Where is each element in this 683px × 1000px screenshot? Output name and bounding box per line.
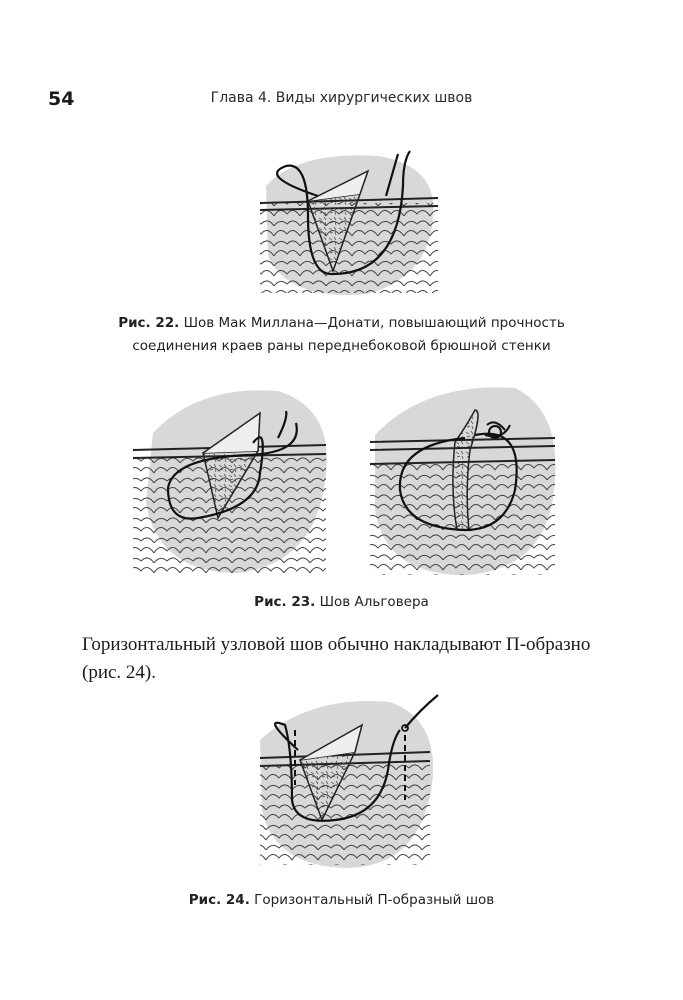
figure-24-caption-text: Горизонтальный П-образный шов (254, 892, 495, 908)
page-number: 54 (48, 88, 75, 110)
figure-23-caption-text: Шов Альговера (319, 594, 429, 610)
figure-22-caption-line1: Шов Мак Миллана—Донати, повышающий прочность (183, 315, 565, 331)
running-head: Глава 4. Виды хирургических швов (210, 90, 473, 106)
figure-23-right-illustration (365, 380, 560, 580)
figure-24-label: Рис. 24. (188, 892, 250, 908)
figure-23-caption (40, 591, 643, 614)
figure-23-label: Рис. 23. (254, 594, 316, 610)
figure-22-caption (40, 312, 643, 358)
figure-22-label: Рис. 22. (118, 315, 180, 331)
figure-23-left-illustration (128, 383, 328, 578)
figure-22-caption-line2: соединения краев раны переднебоковой брюшной стенки (132, 338, 551, 354)
body-paragraph: Горизонтальный узловой шов обычно накладывают П-образно (рис. 24). (82, 634, 591, 683)
figure-22-illustration (248, 146, 448, 301)
figure-24-illustration (240, 690, 445, 870)
figure-24-caption (40, 889, 643, 912)
